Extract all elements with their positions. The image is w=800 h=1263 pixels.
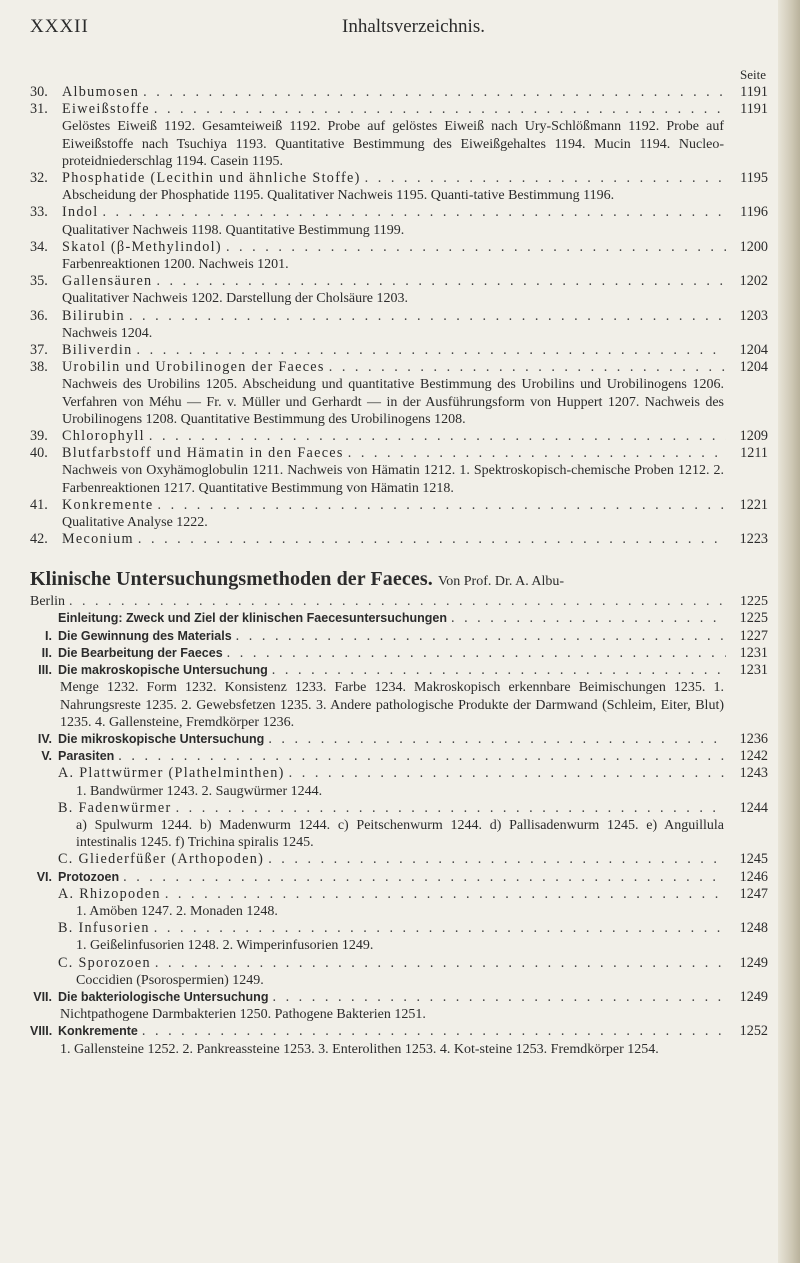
leader-dots [158, 497, 726, 514]
entry-number: 35. [30, 273, 48, 290]
toc-entry-line [30, 101, 768, 118]
toc-entry-line [30, 84, 768, 101]
toc-entry-line [30, 497, 768, 514]
section-item [30, 800, 768, 852]
toc-entry-line [30, 359, 768, 376]
section-author-line [30, 593, 768, 610]
entry-page: 1204 [739, 359, 768, 376]
section-item-numeral: V. [41, 749, 52, 764]
section-item-title: Die makroskopische Untersuchung [58, 663, 268, 678]
toc-entry [30, 531, 768, 548]
entry-page: 1202 [739, 273, 768, 290]
entry-subtopics: Qualitative Analyse 1222. [62, 515, 208, 531]
entry-subtopics: Abscheidung der Phosphatide 1195. Qualitativer Nachweis 1195. Quanti-tative Bestimmung 1196. [62, 188, 615, 204]
entry-title: Skatol (β-Methylindol) [62, 238, 222, 255]
entry-number: 34. [30, 238, 48, 255]
section-item-subtopics: Menge 1232. Form 1232. Konsistenz 1233. Farbe 1234. Makroskopisch erkennbare Beimischungen 1235. 1. Nahrungsreste 1235. 2. Gewebsfetzen 1235. 3. Andere pathologische Produkte der Darmwand (Schleim, Eiter, Blut) 1235. 4. Gallensteine, Fremdkörper 1236. [60, 680, 724, 730]
section-item-title: Konkremente [58, 1024, 138, 1039]
toc-entry [30, 239, 768, 273]
section-item-subtopics: a) Spulwurm 1244. b) Madenwurm 1244. c) Peitschenwurm 1244. d) Pallisadenwurm 1245. e) Anguillula intestinalis 1245. f) Trichina spiralis 1245. [76, 817, 724, 851]
leader-dots [268, 851, 726, 868]
toc-entry [30, 359, 768, 428]
entry-number: 37. [30, 342, 48, 359]
toc-entry-line [30, 428, 768, 445]
entry-title: Konkremente [62, 496, 154, 513]
entry-title: Urobilin und Urobilinogen der Faeces [62, 359, 325, 376]
leader-dots [156, 273, 726, 290]
toc-entry [30, 84, 768, 101]
section-author-cont: Berlin [30, 594, 65, 610]
entry-page: 1209 [739, 428, 768, 445]
page-edge-shadow [778, 0, 800, 1263]
toc-entry-line [30, 342, 768, 359]
section-item [30, 886, 768, 920]
seite-label: Seite [740, 67, 766, 82]
toc-entry-line [30, 531, 768, 548]
leader-dots [118, 748, 726, 765]
section-item-page: 1249 [739, 954, 768, 971]
entry-title: Bilirubin [62, 307, 125, 324]
leader-dots [176, 800, 726, 817]
section-heading [30, 568, 768, 593]
section-item-numeral: VIII. [30, 1024, 53, 1039]
leader-dots [69, 593, 726, 610]
leader-dots [138, 531, 726, 548]
section-item [30, 955, 768, 989]
leader-dots [142, 1023, 726, 1040]
leader-dots [365, 170, 726, 187]
section-item [30, 731, 768, 748]
section-item-line [30, 748, 768, 765]
section-item-page: 1242 [739, 748, 768, 765]
section-item [30, 765, 768, 799]
section-author: Von Prof. Dr. A. Albu- [437, 574, 565, 590]
entry-page: 1203 [739, 307, 768, 324]
section-item-page: 1244 [739, 799, 768, 816]
section-item-line [30, 869, 768, 886]
entry-number: 42. [30, 531, 48, 548]
section-item-page: 1249 [739, 988, 768, 1005]
entry-page: 1191 [740, 101, 768, 118]
section-item-page: 1236 [739, 730, 768, 747]
toc-entry-line [30, 308, 768, 325]
section-item-line [30, 1023, 768, 1040]
section-item-page: 1252 [739, 1023, 768, 1040]
section-item [30, 628, 768, 645]
section-item-title: B. Fadenwürmer [58, 799, 172, 816]
entry-subtopics: Gelöstes Eiweiß 1192. Gesamteiweiß 1192. Probe auf gelöstes Eiweiß nach Ury-Schlößmann 1192. Probe auf Eiweißstoffe nach Tsuchiya 1193. Quantitative Bestimmung des Eiweißgehaltes 1194. Mucin 1194. Nucleo-proteidniederschlag 1194. Casein 1195. [62, 119, 724, 169]
section-item-page: 1227 [739, 627, 768, 644]
entry-title: Gallensäuren [62, 273, 153, 290]
entry-number: 39. [30, 428, 48, 445]
leader-dots [268, 731, 726, 748]
section-item-title: A. Plattwürmer (Plathelminthen) [58, 765, 285, 782]
entry-number: 38. [30, 359, 48, 376]
section-item-subtopics: 1. Geißelinfusorien 1248. 2. Wimperinfusorien 1249. [76, 938, 374, 954]
section-item-title: Die Gewinnung des Materials [58, 628, 232, 643]
section-item-title: Die Bearbeitung der Faeces [58, 645, 223, 660]
leader-dots [123, 869, 726, 886]
leader-dots [289, 765, 726, 782]
section-item-title: C. Gliederfüßer (Arthopoden) [58, 851, 265, 868]
entry-page: 1223 [739, 531, 768, 548]
section-item-page: 1231 [739, 644, 768, 661]
toc-entry [30, 204, 768, 238]
toc-entry [30, 101, 768, 170]
leader-dots [102, 204, 726, 221]
leader-dots [154, 920, 726, 937]
section-item-line [30, 989, 768, 1006]
section-item-line [30, 662, 768, 679]
toc-entry [30, 170, 768, 204]
entry-page: 1200 [739, 238, 768, 255]
section-item-numeral: VII. [33, 989, 52, 1004]
leader-dots [236, 628, 726, 645]
entry-subtopics: Qualitativer Nachweis 1198. Quantitative Bestimmung 1199. [62, 222, 405, 238]
entry-title: Biliverdin [62, 342, 133, 359]
section-item-line [30, 886, 768, 903]
section-item-page: 1231 [739, 662, 768, 679]
section-item-numeral: I. [45, 628, 52, 643]
entry-title: Chlorophyll [62, 428, 145, 445]
entry-number: 33. [30, 204, 48, 221]
section-item-page: 1247 [739, 885, 768, 902]
entry-number: 32. [30, 170, 48, 187]
leader-dots [329, 359, 726, 376]
section-items [30, 610, 768, 1057]
section-title: Klinische Untersuchungsmethoden der Faeces. [30, 568, 433, 591]
entry-subtopics: Qualitativer Nachweis 1202. Darstellung der Cholsäure 1203. [62, 291, 409, 307]
section-item-subtopics: 1. Amöben 1247. 2. Monaden 1248. [76, 903, 278, 919]
leader-dots [143, 84, 726, 101]
leader-dots [227, 645, 726, 662]
section-item-numeral: VI. [36, 869, 52, 884]
toc-entries [30, 84, 768, 548]
section-item-page: 1246 [739, 868, 768, 885]
entry-page: 1211 [740, 445, 768, 462]
entry-subtopics: Nachweis von Oxyhämoglobulin 1211. Nachweis von Hämatin 1212. 1. Spektroskopisch-chemische Proben 1212. 2. Farbenreaktionen 1217. Quantitative Bestimmung von Hämatin 1218. [62, 463, 724, 496]
entry-title: Eiweißstoffe [62, 101, 150, 118]
entry-page: 1204 [739, 342, 768, 359]
toc-entry-line [30, 170, 768, 187]
entry-number: 41. [30, 496, 48, 513]
section-item [30, 869, 768, 886]
section-item-title: Einleitung: Zweck und Ziel der klinischen Faecesuntersuchungen [58, 611, 447, 626]
section-item-title: A. Rhizopoden [58, 885, 161, 902]
toc-entry-line [30, 445, 768, 462]
entry-number: 31. [30, 101, 48, 118]
section-item-title: Die bakteriologische Untersuchung [58, 989, 269, 1004]
entry-page: 1191 [740, 84, 768, 100]
leader-dots [149, 428, 726, 445]
section-item-line [30, 628, 768, 645]
toc-entry [30, 342, 768, 359]
page-header [30, 16, 776, 40]
table-of-contents [30, 84, 768, 1058]
section-item-subtopics: 1. Gallensteine 1252. 2. Pankreassteine 1253. 3. Enterolithen 1253. 4. Kot-steine 1253. Fremdkörper 1254. [60, 1041, 659, 1057]
section-item-subtopics: 1. Bandwürmer 1243. 2. Saugwürmer 1244. [76, 783, 323, 799]
leader-dots [272, 989, 726, 1006]
entry-number: 30. [30, 84, 48, 100]
section-item-line [30, 610, 768, 627]
toc-entry [30, 428, 768, 445]
section-item-subtopics: Coccidien (Psorospermien) 1249. [76, 972, 264, 988]
page-number: XXXII [30, 16, 89, 37]
toc-entry [30, 497, 768, 531]
section-item-line [30, 800, 768, 817]
leader-dots [129, 308, 726, 325]
toc-entry [30, 308, 768, 342]
section-page: 1225 [740, 594, 768, 610]
toc-entry-line [30, 204, 768, 221]
section-item-title: B. Infusorien [58, 920, 150, 937]
entry-number: 36. [30, 307, 48, 324]
entry-title: Albumosen [62, 84, 140, 100]
section-item [30, 645, 768, 662]
section-item-line [30, 851, 768, 868]
section-item-title: Parasiten [58, 749, 115, 764]
section-item [30, 920, 768, 954]
section-item [30, 748, 768, 765]
section-item-page: 1248 [739, 920, 768, 937]
section-item-title: Die mikroskopische Untersuchung [58, 731, 265, 746]
entry-subtopics: Nachweis des Urobilins 1205. Abscheidung und quantitative Bestimmung des Urobilins und Urobilinogens 1206. Verfahren von Méhu — Fr. v. Müller und Gerhardt — in der Ausführungsform von Huppert 1207. Nachweis des Urobilinogens 1208. Quantitative Bestimmung des Urobilinogens 1208. [62, 377, 724, 427]
section-item-title: C. Sporozoen [58, 954, 151, 971]
section-item-line [30, 765, 768, 782]
entry-page: 1195 [740, 170, 768, 187]
entry-title: Indol [62, 204, 99, 221]
section-item [30, 662, 768, 731]
leader-dots [348, 445, 726, 462]
section-item [30, 610, 768, 627]
entry-subtopics: Farbenreaktionen 1200. Nachweis 1201. [62, 257, 289, 273]
leader-dots [155, 955, 726, 972]
section-item [30, 1023, 768, 1057]
section-item-subtopics: Nichtpathogene Darmbakterien 1250. Pathogene Bakterien 1251. [60, 1007, 426, 1023]
leader-dots [165, 886, 726, 903]
toc-entry [30, 445, 768, 497]
running-head: Inhaltsverzeichnis. [342, 16, 485, 37]
toc-entry-line [30, 239, 768, 256]
leader-dots [451, 610, 726, 627]
section-item-numeral: III. [38, 663, 52, 678]
entry-page: 1221 [739, 496, 768, 513]
leader-dots [154, 101, 726, 118]
section-item-numeral: II. [41, 645, 52, 660]
section-item-title: Protozoen [58, 869, 120, 884]
section-item-page: 1243 [739, 765, 768, 782]
section-item [30, 851, 768, 868]
toc-entry-line [30, 273, 768, 290]
entry-title: Phosphatide (Lecithin und ähnliche Stoffe) [62, 170, 361, 187]
leader-dots [137, 342, 726, 359]
leader-dots [272, 662, 726, 679]
leader-dots [226, 239, 726, 256]
section-item-page: 1245 [739, 851, 768, 868]
section-item-numeral: IV. [37, 731, 52, 746]
section-item [30, 989, 768, 1023]
entry-title: Meconium [62, 531, 134, 548]
section-item-page: 1225 [739, 610, 768, 627]
section-item-line [30, 920, 768, 937]
entry-title: Blutfarbstoff und Hämatin in den Faeces [62, 445, 344, 462]
toc-entry [30, 273, 768, 307]
section-item-line [30, 731, 768, 748]
entry-number: 40. [30, 445, 48, 462]
entry-subtopics: Nachweis 1204. [62, 325, 153, 341]
section-item-line [30, 955, 768, 972]
entry-page: 1196 [740, 204, 768, 221]
section-item-line [30, 645, 768, 662]
